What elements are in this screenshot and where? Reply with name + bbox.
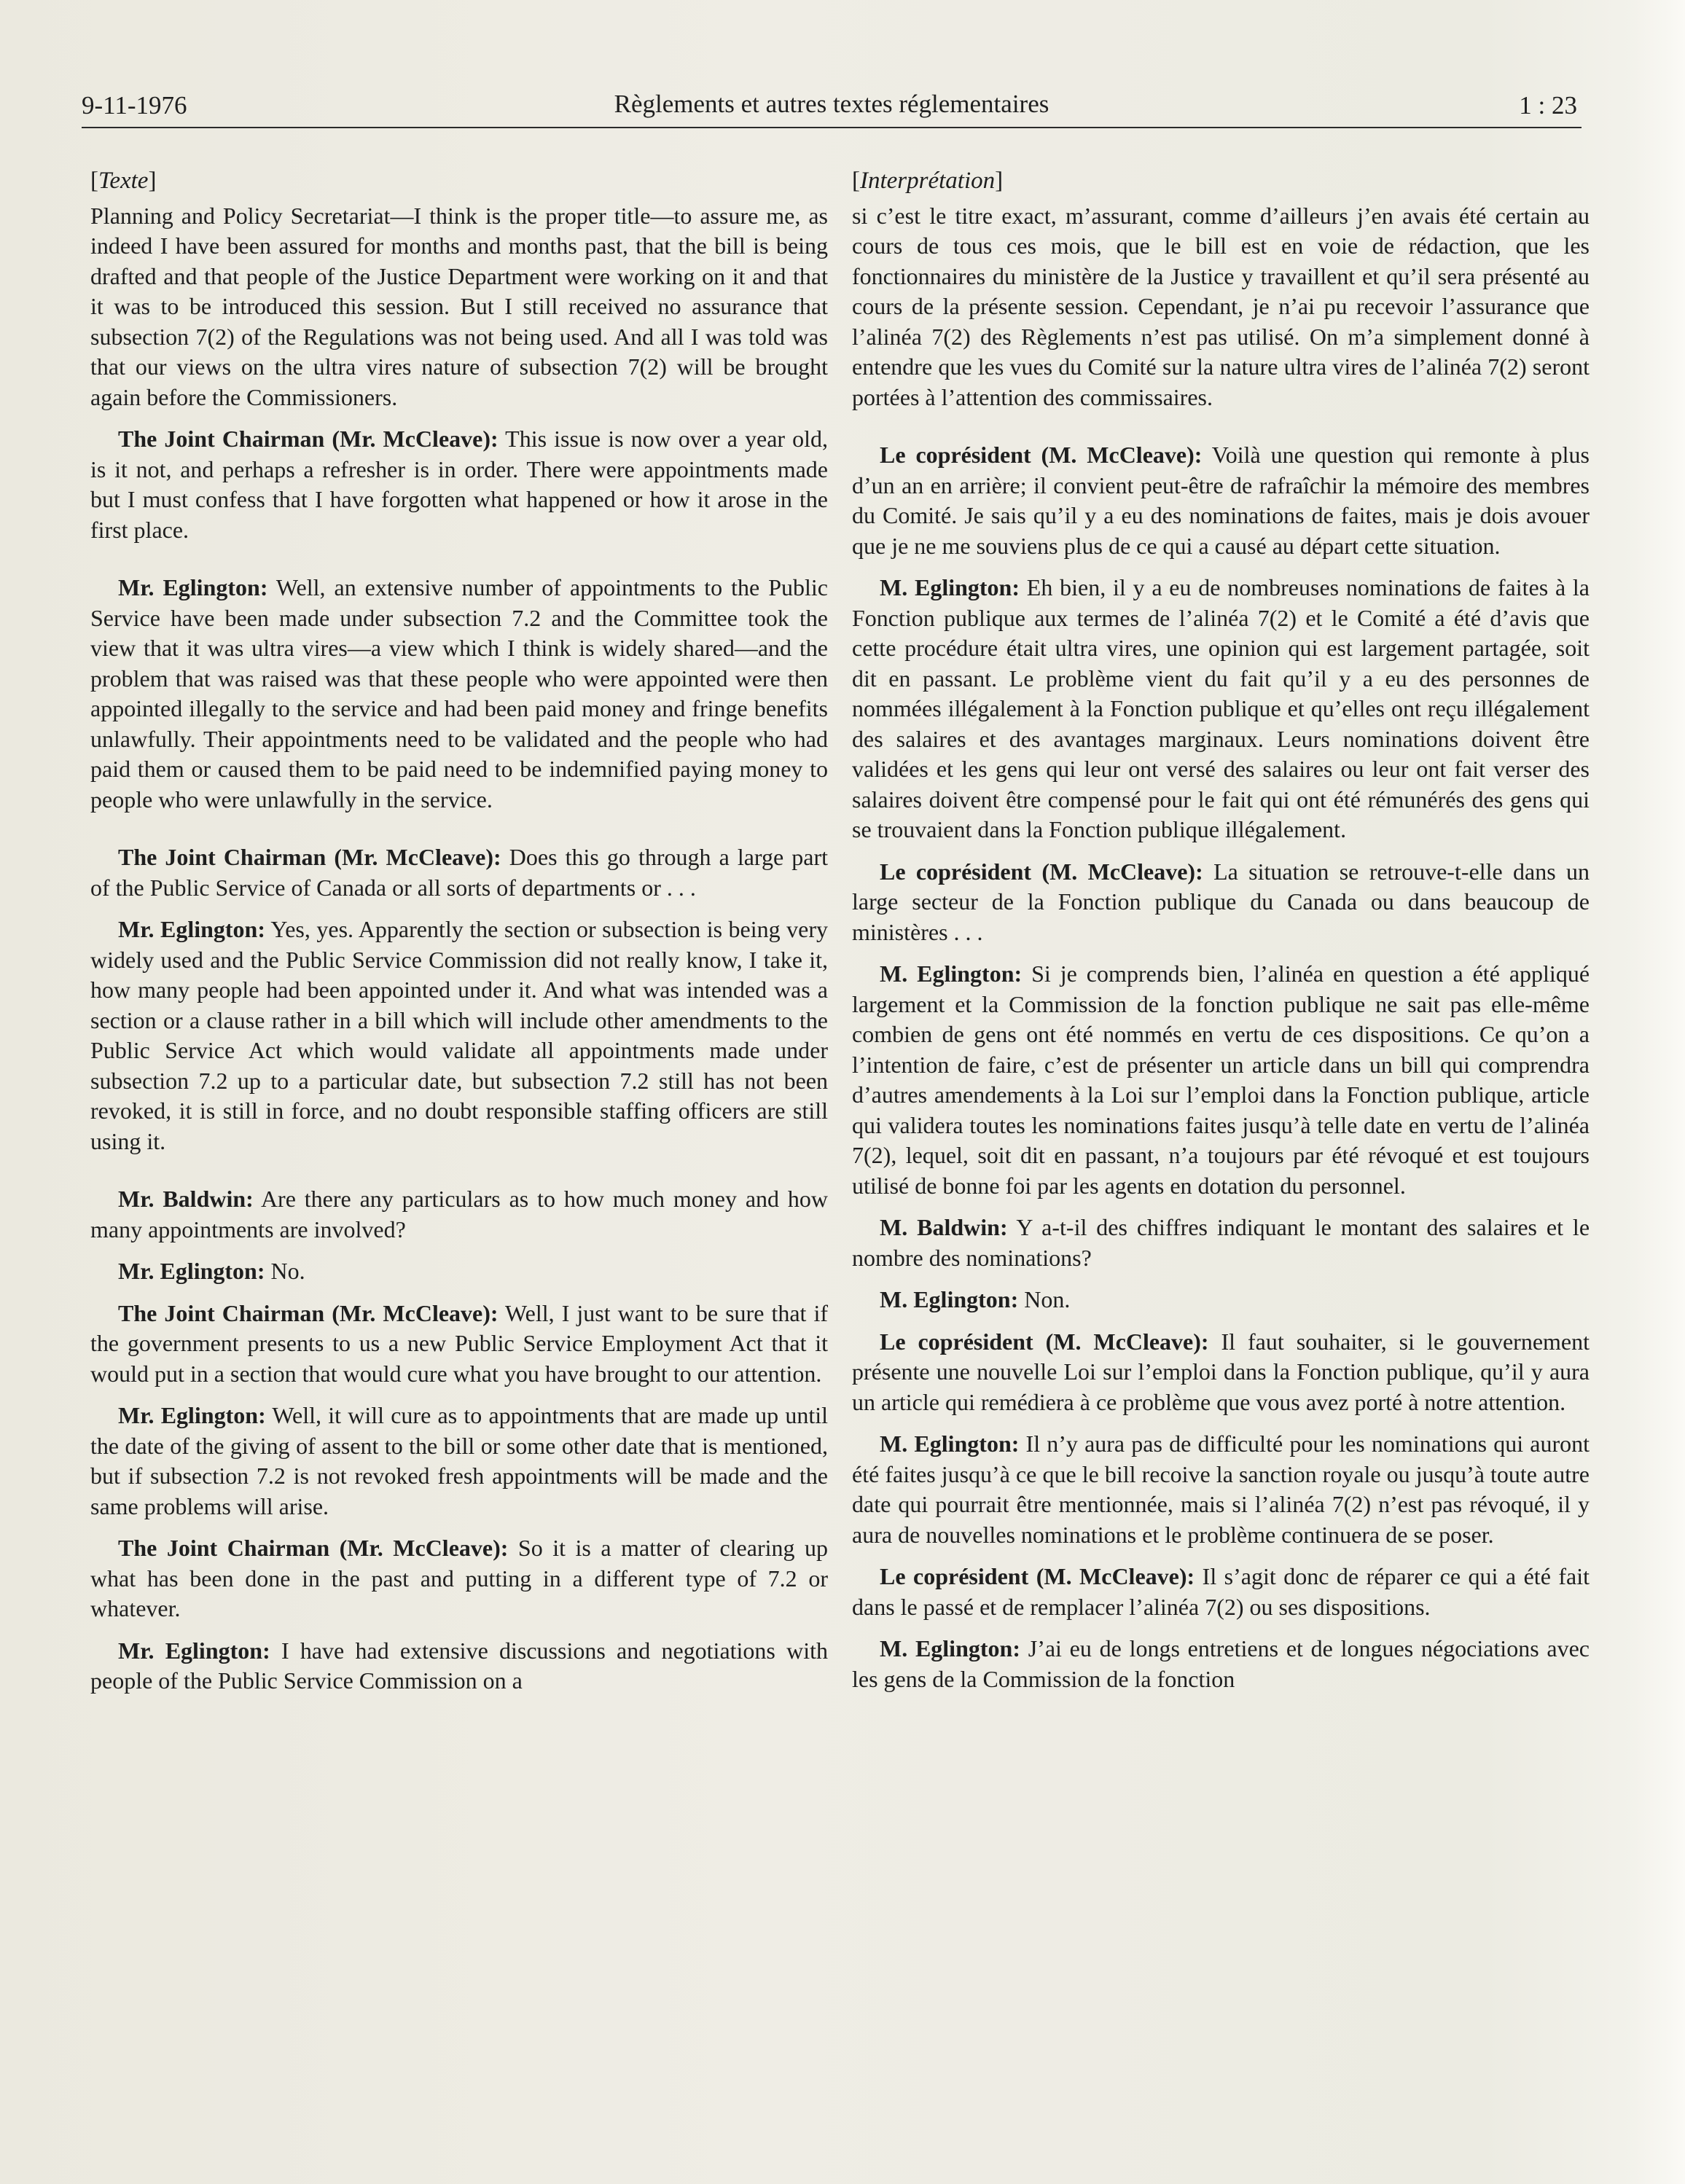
language-tag: [Texte] bbox=[90, 168, 157, 194]
speaker-name: Le coprésident (M. McCleave): bbox=[880, 442, 1203, 468]
speaker-name: M. Eglington: bbox=[880, 1430, 1020, 1457]
speaker-name: Mr. Baldwin: bbox=[118, 1186, 254, 1212]
speaker-name: Mr. Eglington: bbox=[118, 1402, 266, 1428]
paragraph: Mr. Eglington: I have had extensive discussions and negotiations with people of the Public Service Commission on a bbox=[90, 1637, 829, 1694]
paragraph: Mr. Eglington: No. bbox=[118, 1258, 305, 1284]
header-date: 9-11-1976 bbox=[82, 91, 187, 120]
header-page-number: 1 : 23 bbox=[1519, 91, 1577, 120]
paragraph: The Joint Chairman (Mr. McCleave): Does this go through a large part of the Public Service of Canada or all sorts of departments or . . . bbox=[90, 844, 829, 901]
speaker-name: Mr. Eglington: bbox=[118, 916, 265, 942]
paragraph: The Joint Chairman (Mr. McCleave): This issue is now over a year old, is it not, and perhaps a refresher is in order. There were appointments made but I must confess that I have forgotten what happened or how it arose in the first place. bbox=[90, 426, 829, 543]
paragraph: Le coprésident (M. McCleave): Il faut souhaiter, si le gouvernement présente une nouvelle Loi sur l’emploi dans la Fonction publique, qu’il y aura un article qui remédiera à ce problème que vous avez porté à notre attention. bbox=[852, 1328, 1590, 1415]
running-header bbox=[82, 87, 1582, 128]
speaker-name: The Joint Chairman (Mr. McCleave): bbox=[118, 844, 501, 870]
english-column bbox=[90, 166, 828, 1708]
paragraph: si c’est le titre exact, m’assurant, comme d’ailleurs j’en avais été certain au cours de tous ces mois, que le bill est en voie de rédaction, que les fonctionnaires du ministère de la Justice y travaillent et qu’il sera présenté au cours de la présente session. Cependant, je n’ai pu recevoir l’assurance que l’alinéa 7(2) des Règlements n’est pas utilisé. On m’a simplement donné à entendre que les vues du Comité sur la nature ultra vires de l’alinéa 7(2) seront portées à l’attention des commissaires. bbox=[852, 202, 1590, 410]
paragraph: Mr. Eglington: Well, an extensive number of appointments to the Public Service have been made under subsection 7.2 and the Committee took the view that it was ultra vires—a view which I think is widely shared—and the problem that was raised was that these people who were appointed were then appointed illegally to the service and had been paid money and fringe benefits unlawfully. Their appointments need to be validated and the people who had paid them or caused them to be paid need to be indemnified paying money to people who were unlawfully in the service. bbox=[90, 574, 829, 813]
speaker-name: Mr. Eglington: bbox=[118, 1258, 265, 1284]
paragraph: Mr. Baldwin: Are there any particulars as to how much money and how many appointments are involved? bbox=[90, 1186, 829, 1242]
paragraph: M. Eglington: Si je comprends bien, l’alinéa en question a été appliqué largement et la Commission de la fonction publique ne sait pas elle-même combien de gens ont été nommés en vertu de ces dispositions. Ce qu’on a l’intention de faire, c’est de présenter un article dans un bill qui comprendra d’autres amendements à la Loi sur l’emploi dans la Fonction publique, article qui validera toutes les nominations faites jusqu’à telle date en vertu de l’alinéa 7(2), lequel, soit dit en passant, n’a toujours par été révoqué et est toujours utilisé de bonne foi par les agents en dotation du personnel. bbox=[852, 960, 1590, 1199]
paragraph: M. Baldwin: Y a-t-il des chiffres indiquant le montant des salaires et le nombre des nominations? bbox=[852, 1214, 1590, 1271]
speaker-name: The Joint Chairman (Mr. McCleave): bbox=[118, 426, 499, 452]
language-tag: [Interprétation] bbox=[852, 168, 1004, 194]
speaker-name: M. Baldwin: bbox=[880, 1214, 1008, 1240]
paragraph: M. Eglington: Il n’y aura pas de difficulté pour les nominations qui auront été faites jusqu’à ce que le bill recoive la sanction royale ou jusqu’à toute autre date qui pourrait être mentionnée, mais si l’alinéa 7(2) n’est pas révoqué, il y aura de nouvelles nominations et le problème continuera de se poser. bbox=[852, 1430, 1590, 1548]
speaker-name: Le coprésident (M. McCleave): bbox=[880, 1328, 1209, 1355]
paragraph: M. Eglington: Non. bbox=[880, 1286, 1071, 1312]
french-column bbox=[852, 166, 1590, 1706]
paragraph: The Joint Chairman (Mr. McCleave): Well, I just want to be sure that if the government presents to us a new Public Service Employment Act that it would put in a section that would cure what you have brought to our attention. bbox=[90, 1299, 829, 1387]
paragraph: M. Eglington: J’ai eu de longs entretiens et de longues négociations avec les gens de la Commission de la fonction bbox=[852, 1635, 1590, 1692]
speaker-name: M. Eglington: bbox=[880, 1286, 1019, 1312]
speaker-name: The Joint Chairman (Mr. McCleave): bbox=[118, 1535, 509, 1561]
paragraph: Mr. Eglington: Yes, yes. Apparently the section or subsection is being very widely used and the Public Service Commission did not really know, I take it, how many people had been appointed under it. And what was intended was a section or a clause rather in a bill which will include other amendments to the Public Service Act which would validate all appointments made under subsection 7.2 up to a particular date, but subsection 7.2 still has not been revoked, it is still in force, and no doubt responsible staffing officers are still using it. bbox=[90, 916, 828, 1154]
speaker-name: Le coprésident (M. McCleave): bbox=[880, 1563, 1195, 1589]
speaker-name: M. Eglington: bbox=[880, 1635, 1020, 1662]
speaker-name: M. Eglington: bbox=[880, 960, 1023, 987]
speaker-name: Mr. Eglington: bbox=[118, 1637, 270, 1664]
speaker-name: Mr. Eglington: bbox=[118, 574, 268, 600]
header-title: Règlements et autres textes réglementaires bbox=[614, 90, 1049, 118]
speaker-name: Le coprésident (M. McCleave): bbox=[880, 858, 1203, 885]
page-edge bbox=[1634, 0, 1685, 2184]
paragraph: Planning and Policy Secretariat—I think is the proper title—to assure me, as indeed I have been assured for months and months past, that the bill is being drafted and that people of the Justice Department were working on it and that it was to be introduced this session. But I still received no assurance that subsection 7(2) of the Regulations was not being used. And all I was told was that our views on the ultra vires nature of subsection 7(2) will be brought again before the Commissioners. bbox=[90, 202, 828, 410]
speaker-name: The Joint Chairman (Mr. McCleave): bbox=[118, 1299, 499, 1326]
paragraph: Le coprésident (M. McCleave): Voilà une question qui remonte à plus d’un an en arrière; il convient peut-être de rafraîchir la mémoire des membres du Comité. Je sais qu’il y a eu des nominations de faites, mais je dois avouer que je ne me souviens plus de ce qui a causé au départ cette situation. bbox=[852, 442, 1590, 559]
paragraph: Le coprésident (M. McCleave): Il s’agit donc de réparer ce qui a été fait dans le passé et de remplacer l’alinéa 7(2) ou ses dispositions. bbox=[852, 1563, 1590, 1620]
speaker-name: M. Eglington: bbox=[880, 574, 1020, 600]
paragraph: The Joint Chairman (Mr. McCleave): So it is a matter of clearing up what has been done in the past and putting in a different type of 7.2 or whatever. bbox=[90, 1535, 829, 1621]
paragraph: M. Eglington: Eh bien, il y a eu de nombreuses nominations de faites à la Fonction publique aux termes de l’alinéa 7(2) et le Comité a été d’avis que cette procédure était ultra vires, une opinion qui est largement partagée, soit dit en passant. Le problème vient du fait qu’il y a eu des personnes de nommées illégalement à la Fonction publique et qu’elles ont reçu illégalement des salaires et des avantages marginaux. Leurs nominations doivent être validées et les gens qui leur ont versé des salaires ou leur ont fait verser des salaires doivent être compensé pour le fait qui ont été rémunérés des gens qui se trouvaient dans la Fonction publique illégalement. bbox=[852, 574, 1590, 842]
paragraph: Mr. Eglington: Well, it will cure as to appointments that are made up until the date of the giving of assent to the bill or some other date that is mentioned, but if subsection 7.2 is not revoked fresh appointments will be made and the same problems will arise. bbox=[90, 1402, 828, 1519]
paragraph: Le coprésident (M. McCleave): La situation se retrouve-t-elle dans un large secteur de la Fonction publique du Canada ou dans beaucoup de ministères . . . bbox=[852, 858, 1590, 945]
